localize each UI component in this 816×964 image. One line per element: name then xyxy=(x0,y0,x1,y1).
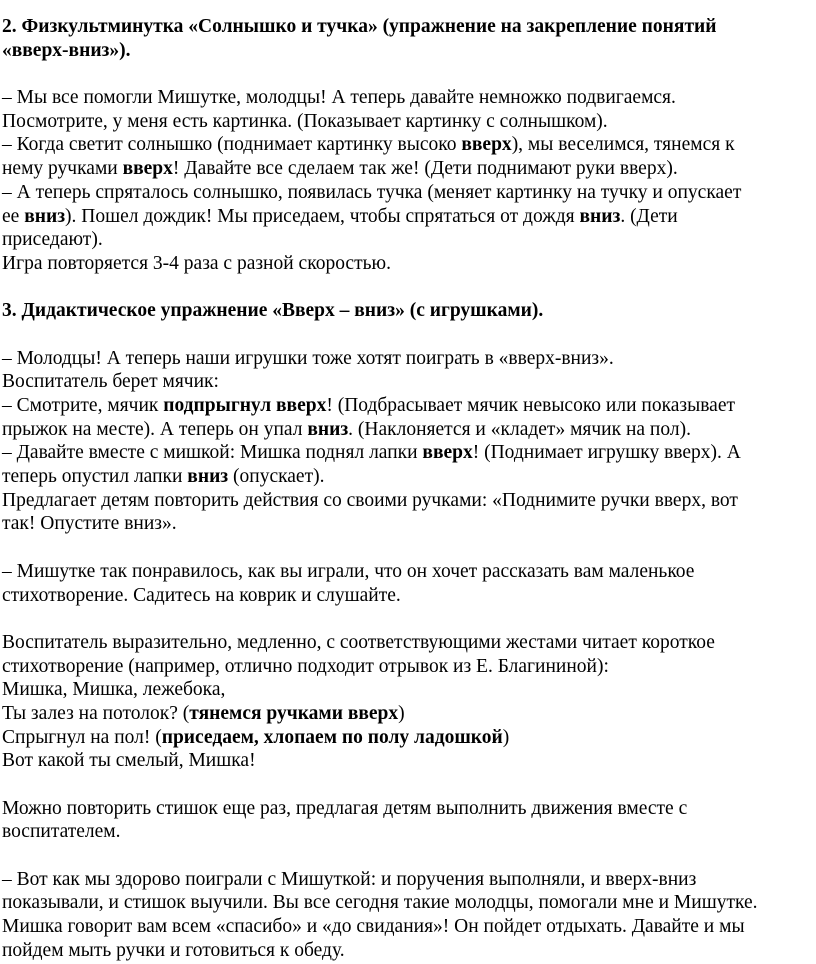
text-line: Мишка говорит вам всем «спасибо» и «до свидания»! Он пойдет отдыхать. Давайте и мы xyxy=(2,916,745,938)
text-line: так! Опустите вниз». xyxy=(2,513,177,535)
emphasis: вниз xyxy=(187,466,229,488)
heading-line: 2. Физкультминутка «Солнышко и тучка» (упражнение на закрепление понятий xyxy=(2,16,717,37)
paragraph-spacer xyxy=(2,536,816,560)
text-line: нему ручками вверх! Давайте все сделаем так же! (Дети поднимают руки вверх). xyxy=(2,158,678,180)
emphasis: вниз xyxy=(24,205,66,227)
paragraph-spacer xyxy=(2,607,816,631)
poem-line: Вот какой ты смелый, Мишка! xyxy=(2,750,256,772)
section-2-heading xyxy=(2,15,816,62)
text-line: – Мы все помогли Мишутке, молодцы! А теперь давайте немножко подвигаемся. xyxy=(2,87,676,109)
emphasis: подпрыгнул вверх xyxy=(163,395,327,416)
text-line: – Когда светит солнышко (поднимает картинку высоко вверх), мы веселимся, тянемся к xyxy=(2,134,735,156)
text-line: ее вниз). Пошел дождик! Мы приседаем, чтобы спрятаться от дождя вниз. (Дети xyxy=(2,205,678,227)
text-line: стихотворение (например, отлично подходит отрывок из Е. Благининой): xyxy=(2,655,609,677)
paragraph-spacer xyxy=(2,773,816,797)
section-3-heading xyxy=(2,299,816,323)
paragraph-spacer xyxy=(2,62,816,86)
emphasis: вверх xyxy=(422,442,473,464)
text-line: – Давайте вместе с мишкой: Мишка поднял лапки вверх! (Поднимает игрушку вверх). А xyxy=(2,442,741,464)
paragraph-spacer xyxy=(2,844,816,868)
paragraph-spacer xyxy=(2,323,816,347)
text-line: Игра повторяется 3-4 раза с разной скоростью. xyxy=(2,252,391,274)
paragraph-spacer xyxy=(2,276,816,300)
text-line: Воспитатель выразительно, медленно, с соответствующими жестами читает короткое xyxy=(2,631,715,653)
text-line: стихотворение. Садитесь на коврик и слушайте. xyxy=(2,584,401,606)
text-line: прыжок на месте). А теперь он упал вниз. (Наклоняется и «кладет» мячик на пол). xyxy=(2,418,691,440)
poem-line: Мишка, Мишка, лежебока, xyxy=(2,679,226,701)
emphasis: вверх xyxy=(122,158,173,180)
emphasis: приседаем, хлопаем по полу ладошкой xyxy=(161,726,503,748)
emphasis: вниз xyxy=(307,418,349,440)
text-line: – А теперь спряталось солнышко, появилась тучка (меняет картинку на тучку и опускает xyxy=(2,181,742,203)
text-line: показывали, и стишок выучили. Вы все сегодня такие молодцы, помогали мне и Мишутке. xyxy=(2,892,758,914)
text-line: – Мишутке так понравилось, как вы играли, что он хочет рассказать вам маленькое xyxy=(2,560,695,582)
text-line: – Молодцы! А теперь наши игрушки тоже хотят поиграть в «вверх-вниз». xyxy=(2,347,614,369)
heading-line: 3. Дидактическое упражнение «Вверх – вниз» (с игрушками). xyxy=(2,300,544,322)
text-line: воспитателем. xyxy=(2,821,121,843)
poem-line: Ты залез на потолок? (тянемся ручками вверх) xyxy=(2,702,405,724)
text-line: Можно повторить стишок еще раз, предлагая детям выполнить движения вместе с xyxy=(2,797,688,819)
paragraph xyxy=(2,797,816,844)
paragraph xyxy=(2,868,816,963)
text-line: Посмотрите, у меня есть картинка. (Показывает картинку с солнышком). xyxy=(2,110,608,132)
text-line: пойдем мыть ручки и готовиться к обеду. xyxy=(2,939,345,961)
emphasis: вверх xyxy=(461,134,512,156)
text-line: теперь опустил лапки вниз (опускает). xyxy=(2,466,325,488)
text-line: – Смотрите, мячик подпрыгнул вверх! (Подбрасывает мячик невысоко или показывает xyxy=(2,395,736,416)
heading-line: «вверх-вниз»). xyxy=(2,39,131,61)
paragraph xyxy=(2,560,816,607)
poem-line: Спрыгнул на пол! (приседаем, хлопаем по полу ладошкой) xyxy=(2,726,510,748)
text-line: Воспитатель берет мячик: xyxy=(2,371,219,393)
text-line: Предлагает детям повторить действия со своими ручками: «Поднимите ручки вверх, вот xyxy=(2,489,738,511)
emphasis: тянемся ручками вверх xyxy=(189,702,399,724)
paragraph xyxy=(2,347,816,537)
emphasis: вниз xyxy=(579,205,621,227)
paragraph xyxy=(2,86,816,276)
paragraph xyxy=(2,631,816,773)
text-line: – Вот как мы здорово поиграли с Мишуткой: и поручения выполняли, и вверх-вниз xyxy=(2,868,697,890)
text-line: приседают). xyxy=(2,229,103,251)
